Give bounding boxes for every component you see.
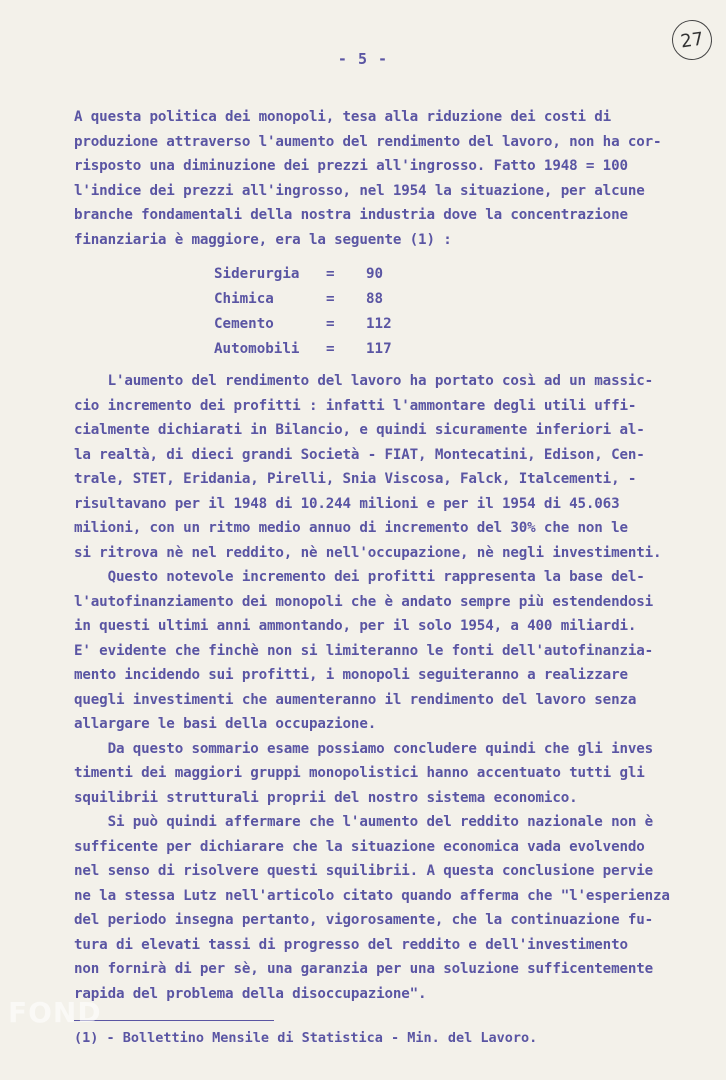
page-number: - 5 - — [337, 50, 389, 68]
archive-number: 27 — [669, 17, 714, 62]
index-value: 112 — [366, 316, 392, 332]
equals-sign: = — [326, 316, 335, 332]
paragraph-body: L'aumento del rendimento del lavoro ha portato così ad un massic- cio incremento dei profitti : infatti l'ammontare degli utili uffi- cialmente dichiarati in Bilancio, e quindi sicuramente inferiori al- la realtà, di dieci grandi Società - FIAT, Montecatini, Edison, Cen- trale, STET, Eridania, Pirelli, Snia Viscosa, Falck, Italcementi, - risultavano per il 1948 di 10.244 milioni e per il 1954 di 45.063 milioni, con un ritmo medio annuo di incremento del 30% che non le si ritrova nè nel reddito, nè nell'occupazione, nè negli investimenti. Questo notevole incremento dei profitti rappresenta la base del- l'autofinanziamento dei monopoli che è andato sempre più estendendosi in questi ultimi anni ammontando, per il solo 1954, a 400 miliardi. E' evidente che finchè non si limiteranno le fonti dell'autofinanzia- mento incidendo sui profitti, i monopoli seguiteranno a realizzare quegli investimenti che aumenteranno il rendimento del lavoro senza allargare le basi della occupazione. Da questo sommario esame possiamo concludere quindi che gli inves timenti dei maggiori gruppi monopolistici hanno accentuato tutti gli squilibrii strutturali proprii del nostro sistema economico. Si può quindi affermare che l'aumento del reddito nazionale non è sufficente per dichiarare che la situazione economica vada evolvendo nel senso di risolvere questi squilibrii. A questa conclusione pervie ne la stessa Lutz nell'articolo citato quando afferma che "l'esperienza del periodo insegna pertanto, vigorosamente, che la continuazione fu- tura di elevati tassi di progresso del reddito e dell'investimento non fornirà di per sè, una garanzia per una soluzione sufficentemente rapida del problema della disoccupazione". — [74, 373, 670, 1002]
index-value: 90 — [366, 266, 384, 282]
equals-sign: = — [326, 266, 335, 282]
price-index-table — [214, 262, 434, 362]
paragraph-intro: A questa politica dei monopoli, tesa alla riduzione dei costi di produzione attraverso l'aumento del rendimento del lavoro, non ha cor- risposto una diminuzione dei prezzi all'ingrosso. Fatto 1948 = 100 l'indice dei prezzi all'ingrosso, nel 1954 la situazione, per alcune branche fondamentali della nostra industria dove la concentrazione finanziaria è maggiore, era la seguente (1) : — [74, 109, 662, 248]
footnote-divider — [74, 1020, 274, 1021]
index-value: 88 — [366, 291, 384, 307]
table-row — [214, 312, 434, 337]
equals-sign: = — [326, 291, 335, 307]
table-row — [214, 287, 434, 312]
sector-label: Siderurgia — [214, 266, 300, 282]
table-row — [214, 262, 434, 287]
index-value: 117 — [366, 341, 392, 357]
sector-label: Automobili — [214, 341, 300, 357]
equals-sign: = — [326, 341, 335, 357]
footnote: (1) - Bollettino Mensile di Statistica - Min. del Lavoro. — [74, 1030, 538, 1046]
sector-label: Cemento — [214, 316, 274, 332]
table-row — [214, 337, 434, 362]
sector-label: Chimica — [214, 291, 274, 307]
archive-watermark: FOND — [8, 996, 102, 1029]
